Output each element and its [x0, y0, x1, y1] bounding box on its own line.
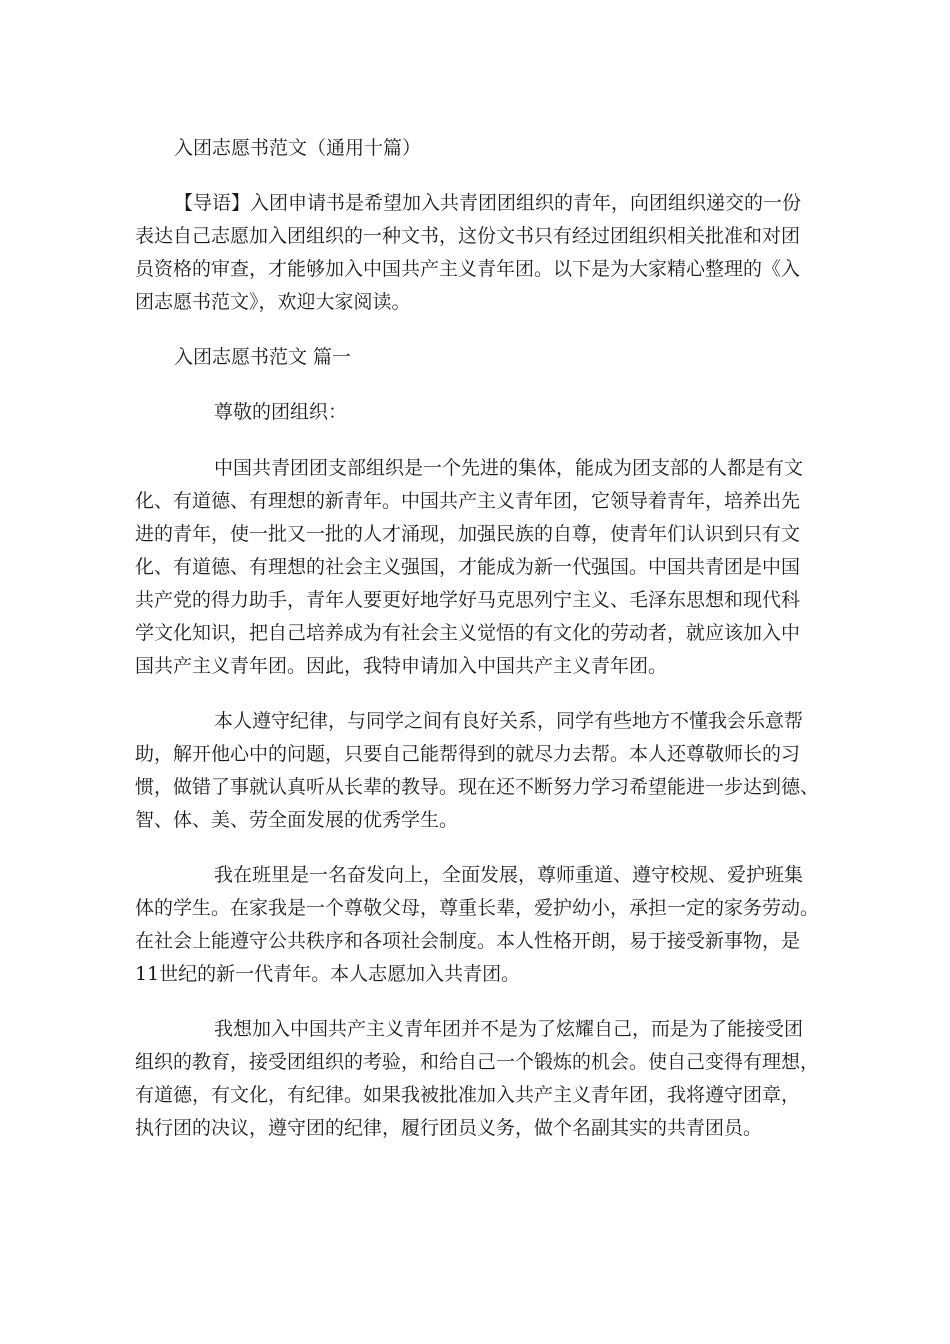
intro-line: 【导语】入团申请书是希望加入共青团团组织的青年，向团组织递交的一份	[174, 192, 802, 214]
paragraph-line: 共产党的得力助手，青年人要更好地学好马克思列宁主义、毛泽东思想和现代科	[135, 589, 801, 611]
paragraph-line: 我在班里是一名奋发向上，全面发展，尊师重道、遵守校规、爱护班集	[214, 864, 804, 886]
paragraph-line: 进的青年，使一批又一批的人才涌现，加强民族的自尊，使青年们认识到只有文	[135, 523, 801, 545]
paragraph-line: 在社会上能遵守公共秩序和各项社会制度。本人性格开朗，易于接受新事物，是	[135, 930, 801, 952]
paragraph-line: 智、体、美、劳全面发展的优秀学生。	[135, 809, 459, 831]
salutation: 尊敬的团组织：	[214, 401, 348, 423]
paragraph-line: 国共产主义青年团。因此，我特申请加入中国共产主义青年团。	[135, 655, 668, 677]
paragraph-line: 执行团的决议，遵守团的纪律，履行团员义务，做个名副其实的共青团员。	[135, 1117, 763, 1139]
paragraph-line: 助，解开他心中的问题，只要自己能帮得到的就尽力去帮。本人还尊敬师长的习	[135, 743, 801, 765]
intro-line: 员资格的审查，才能够加入中国共产主义青年团。以下是为大家精心整理的《入	[135, 258, 801, 280]
paragraph-line: 我想加入中国共产主义青年团并不是为了炫耀自己，而是为了能接受团	[214, 1018, 804, 1040]
paragraph-line: 化、有道德、有理想的社会主义强国，才能成为新一代强国。中国共青团是中国	[135, 556, 801, 578]
document-title: 入团志愿书范文（通用十篇）	[174, 137, 422, 159]
paragraph-line: 组织的教育，接受团组织的考验，和给自己一个锻炼的机会。使自己变得有理想，	[135, 1051, 820, 1073]
paragraph-line: 中国共青团团支部组织是一个先进的集体，能成为团支部的人都是有文	[214, 457, 804, 479]
intro-line: 团志愿书范文》，欢迎大家阅读。	[135, 291, 411, 313]
paragraph-line: 11世纪的新一代青年。本人志愿加入共青团。	[135, 963, 521, 985]
paragraph-line: 本人遵守纪律，与同学之间有良好关系，同学有些地方不懂我会乐意帮	[214, 710, 804, 732]
paragraph-line: 有道德，有文化，有纪律。如果我被批准加入共产主义青年团，我将遵守团章，	[135, 1084, 801, 1106]
intro-line: 表达自己志愿加入团组织的一种文书，这份文书只有经过团组织相关批准和对团	[135, 225, 801, 247]
section-heading: 入团志愿书范文 篇一	[174, 346, 352, 368]
paragraph-line: 惯，做错了事就认真听从长辈的教导。现在还不断努力学习希望能进一步达到德、	[135, 776, 820, 798]
paragraph-line: 体的学生。在家我是一个尊敬父母，尊重长辈，爱护幼小，承担一定的家务劳动。	[135, 897, 820, 919]
paragraph-line: 学文化知识，把自己培养成为有社会主义觉悟的有文化的劳动者，就应该加入中	[135, 622, 801, 644]
paragraph-line: 化、有道德、有理想的新青年。中国共产主义青年团，它领导着青年，培养出先	[135, 490, 801, 512]
